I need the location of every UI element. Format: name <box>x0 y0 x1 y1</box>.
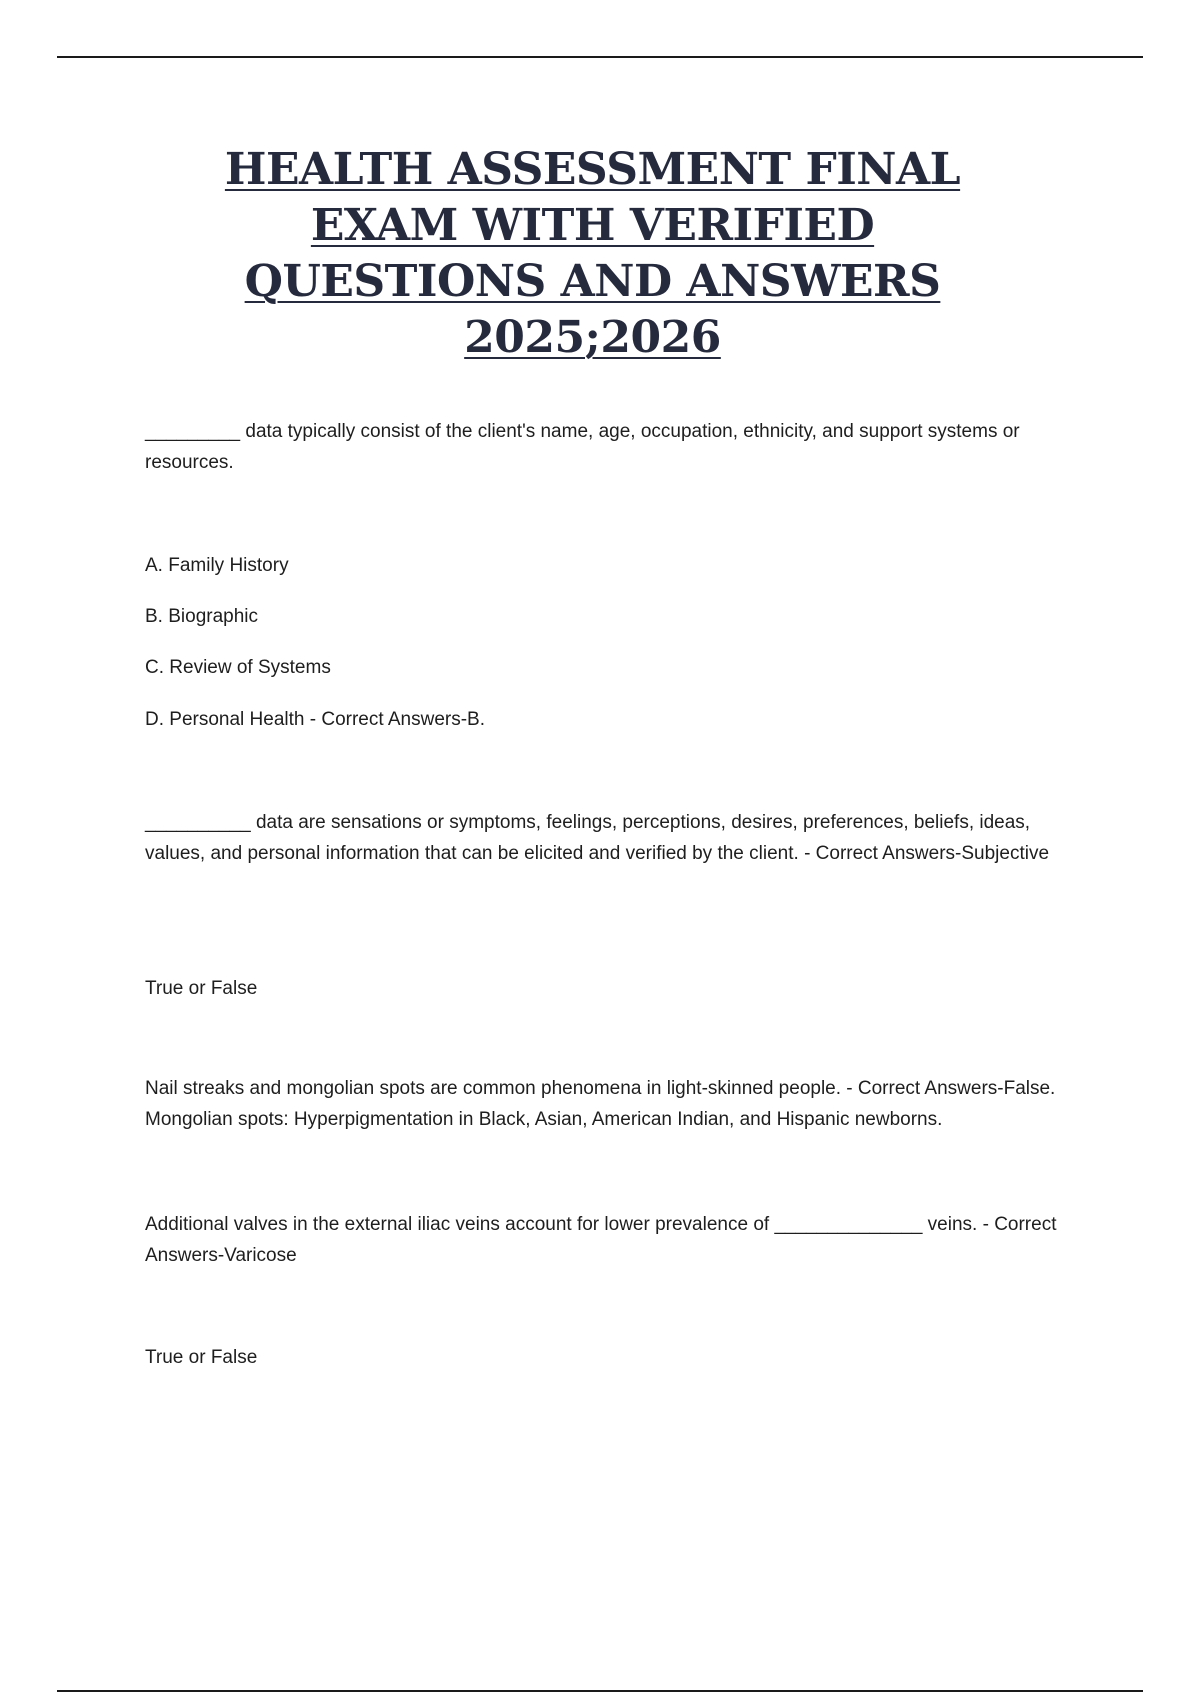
question-1-text: data typically consist of the client's name, age, occupation, ethnicity, and support systems or resources. <box>145 421 1020 473</box>
title-line-3: QUESTIONS AND ANSWERS <box>244 256 941 307</box>
question-4-text-before: Additional valves in the external iliac veins account for lower prevalence of <box>145 1214 775 1235</box>
header-rule <box>57 56 1143 58</box>
question-4-text-after: veins. - Correct Answers-Varicose <box>145 1214 1057 1266</box>
question-4-blank: ______________ <box>774 1214 923 1235</box>
footer-rule <box>57 1690 1143 1692</box>
section-heading-true-false-1: True or False <box>145 978 258 999</box>
section-heading-true-false-2: True or False <box>145 1347 258 1368</box>
document-title <box>150 142 1035 366</box>
question-1-option-b: B. Biographic <box>145 606 259 627</box>
question-1-option-c: C. Review of Systems <box>145 657 331 678</box>
question-1-stem <box>145 416 1090 478</box>
title-line-2: EXAM WITH VERIFIED <box>310 200 875 251</box>
question-2-text: data are sensations or symptoms, feelings, perceptions, desires, preferences, beliefs, ideas, values, and personal information that can be elicited and verified by the client. - Correct Answers-Subjective <box>145 812 1050 864</box>
question-4-stem <box>145 1209 1090 1271</box>
title-line-1: HEALTH ASSESSMENT FINAL <box>224 144 961 195</box>
title-line-4: 2025;2026 <box>464 312 721 363</box>
question-1-option-a: A. Family History <box>145 555 289 576</box>
question-2-blank: __________ <box>145 812 251 833</box>
question-1-blank: _________ <box>145 421 241 442</box>
question-2-stem <box>145 807 1090 869</box>
question-3-stem: Nail streaks and mongolian spots are common phenomena in light-skinned people. - Correct Answers-False. Mongolian spots: Hyperpigmentation in Black, Asian, American Indian, and Hispanic newborns. <box>145 1078 1056 1130</box>
question-1-option-d: D. Personal Health - Correct Answers-B. <box>145 709 486 730</box>
